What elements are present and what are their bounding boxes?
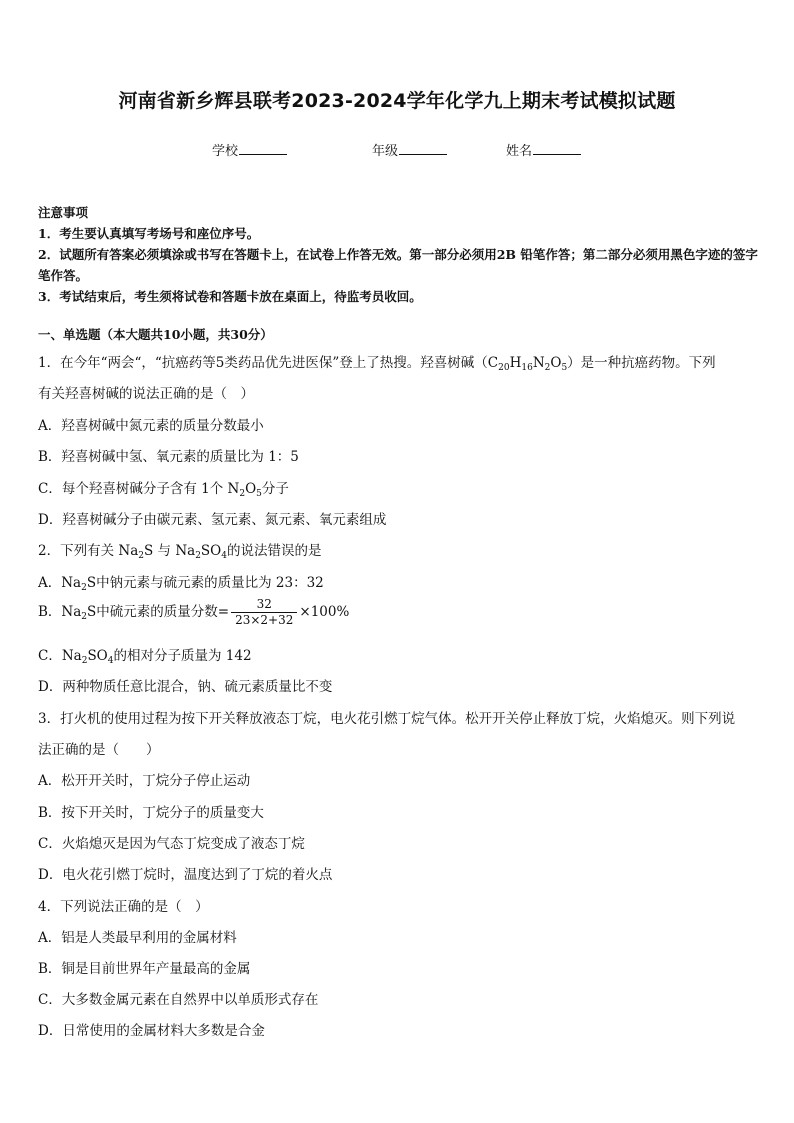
option-text: C．Na bbox=[38, 648, 82, 664]
subscript: 2 bbox=[81, 612, 88, 622]
notes-heading: 注意事项 bbox=[38, 205, 89, 220]
subscript: 2 bbox=[138, 551, 144, 561]
grade-blank[interactable] bbox=[399, 142, 447, 155]
formula-text: SO bbox=[87, 648, 108, 664]
formula-text: SO bbox=[200, 543, 222, 559]
formula-text: N bbox=[532, 355, 545, 371]
subscript: 2 bbox=[81, 656, 88, 666]
subscript: 5 bbox=[256, 489, 262, 499]
note-item: 3．考试结束后，考生须将试卷和答题卡放在桌面上，待监考员收回。 bbox=[38, 289, 422, 304]
q2-option-b[interactable] bbox=[38, 597, 349, 628]
option-text: S中硫元素的质量分数= bbox=[87, 604, 230, 620]
option-text: S中钠元素与硫元素的质量比为 23：32 bbox=[86, 575, 324, 591]
notes-section bbox=[38, 202, 762, 307]
note-item: 2．试题所有答案必须填涂或书写在答题卡上，在试卷上作答无效。第一部分必须用2B 铅笔作答；第二部分必须用黑色字迹的签字笔作答。 bbox=[38, 247, 758, 283]
q1-option-d[interactable]: D．羟喜树碱分子由碳元素、氢元素、氮元素、氧元素组成 bbox=[38, 512, 387, 528]
school-blank[interactable] bbox=[239, 142, 287, 155]
q2-stem-text: 的说法错误的是 bbox=[226, 543, 322, 559]
name-field bbox=[506, 140, 581, 159]
q3-option-b[interactable]: B．按下开关时，丁烷分子的质量变大 bbox=[38, 805, 264, 821]
formula-text: O bbox=[245, 481, 257, 497]
page-title: 河南省新乡辉县联考2023-2024学年化学九上期末考试模拟试题 bbox=[118, 90, 676, 112]
fraction-numerator: 32 bbox=[256, 597, 272, 611]
q2-option-a[interactable] bbox=[38, 571, 324, 591]
subscript: 2 bbox=[544, 363, 551, 373]
q2-option-d[interactable]: D．两种物质任意比混合，钠、硫元素质量比不变 bbox=[38, 679, 333, 695]
school-label: 学校 bbox=[212, 144, 239, 159]
q2-option-c[interactable] bbox=[38, 644, 252, 664]
q1-stem-text: ）是一种抗癌药物。下列 bbox=[567, 355, 716, 371]
section-heading: 一、单选题（本大题共10小题，共30分） bbox=[38, 327, 273, 342]
note-item: 1．考生要认真填写考场号和座位序号。 bbox=[38, 226, 260, 241]
q3-option-a[interactable]: A．松开开关时，丁烷分子停止运动 bbox=[38, 773, 251, 789]
q1-stem-text: 1．在今年“两会“，“抗癌药等5类药品优先进医保”登上了热搜。羟喜树碱（C bbox=[38, 355, 499, 371]
option-text: A．Na bbox=[38, 575, 82, 591]
grade-label: 年级 bbox=[372, 144, 399, 159]
subscript: 2 bbox=[81, 583, 87, 593]
formula-text: O bbox=[550, 355, 562, 371]
subscript: 4 bbox=[107, 656, 114, 666]
q2-stem-text: 2．下列有关 Na bbox=[38, 543, 139, 559]
q1-option-c[interactable] bbox=[38, 477, 289, 497]
q2-stem bbox=[38, 539, 321, 559]
subscript: 16 bbox=[521, 363, 533, 373]
name-blank[interactable] bbox=[533, 142, 581, 155]
subscript: 2 bbox=[195, 551, 201, 561]
subscript: 4 bbox=[221, 551, 227, 561]
formula-text: H bbox=[509, 355, 522, 371]
fraction-denominator: 23×2+32 bbox=[231, 612, 297, 628]
q4-option-d[interactable]: D．日常使用的金属材料大多数是合金 bbox=[38, 1023, 265, 1039]
q4-stem: 4．下列说法正确的是（ ） bbox=[38, 899, 209, 915]
q1-stem-line1 bbox=[38, 351, 716, 371]
grade-field bbox=[372, 140, 447, 159]
subscript: 20 bbox=[498, 363, 510, 373]
q3-option-c[interactable]: C．火焰熄灭是因为气态丁烷变成了液态丁烷 bbox=[38, 836, 305, 852]
q4-option-b[interactable]: B．铜是目前世界年产量最高的金属 bbox=[38, 961, 251, 977]
q3-stem-line2: 法正确的是（ ） bbox=[38, 742, 160, 758]
q1-stem-line2: 有关羟喜树碱的说法正确的是（ ） bbox=[38, 386, 254, 402]
q2-stem-text: S 与 Na bbox=[143, 543, 196, 559]
mass-fraction-formula bbox=[231, 597, 297, 628]
option-text: 的相对分子质量为 142 bbox=[113, 648, 252, 664]
name-label: 姓名 bbox=[506, 144, 533, 159]
option-text: C．每个羟喜树碱分子含有 1个 N bbox=[38, 481, 240, 497]
q4-option-c[interactable]: C．大多数金属元素在自然界中以单质形式存在 bbox=[38, 992, 319, 1008]
q1-option-b[interactable]: B．羟喜树碱中氢、氧元素的质量比为 1：5 bbox=[38, 449, 299, 465]
option-text: B．Na bbox=[38, 604, 82, 620]
q3-option-d[interactable]: D．电火花引燃丁烷时，温度达到了丁烷的着火点 bbox=[38, 867, 333, 883]
subscript: 2 bbox=[239, 489, 246, 499]
q3-stem-line1: 3．打火机的使用过程为按下开关释放液态丁烷，电火花引燃丁烷气体。松开开关停止释放丁烷，火焰熄灭。则下列说 bbox=[38, 711, 736, 727]
option-text: ×100% bbox=[299, 604, 350, 620]
option-text: 分子 bbox=[261, 481, 289, 497]
school-field bbox=[212, 140, 287, 159]
subscript: 5 bbox=[561, 363, 568, 373]
q1-option-a[interactable]: A．羟喜树碱中氮元素的质量分数最小 bbox=[38, 418, 264, 434]
q4-option-a[interactable]: A．铝是人类最早利用的金属材料 bbox=[38, 930, 237, 946]
